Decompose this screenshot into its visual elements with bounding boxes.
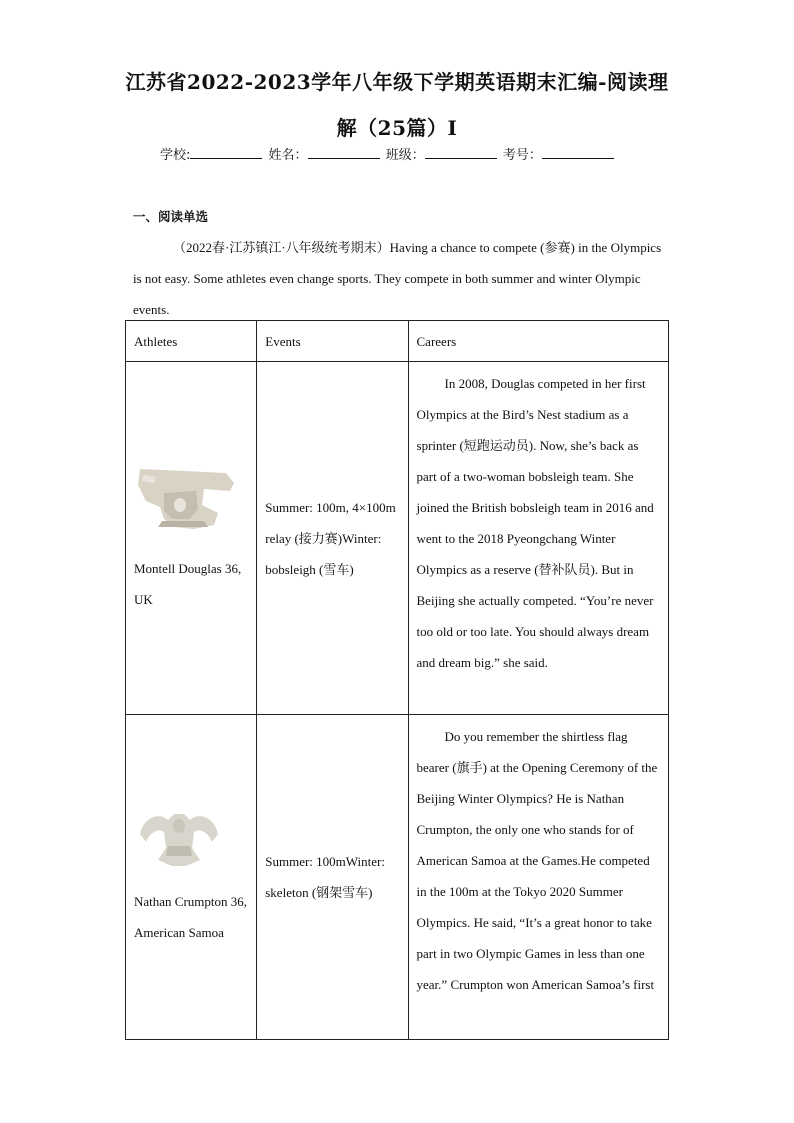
section-title: 一、阅读单选 <box>133 209 209 224</box>
table-header-row <box>126 321 669 362</box>
table-row <box>126 715 669 1040</box>
events-cell: Summer: 100m, 4×100m relay (接力赛)Winter: bobsleigh (雪车) <box>257 362 408 715</box>
athletes-table <box>125 320 669 1040</box>
school-label: 学校: <box>160 148 191 163</box>
class-label: 班级： <box>385 148 425 163</box>
header-events: Events <box>257 321 408 362</box>
athlete-name: Montell Douglas 36, UK <box>134 561 242 607</box>
athlete-cell <box>126 715 257 1040</box>
exam-number-label: 考号： <box>502 148 542 163</box>
career-text: In 2008, Douglas competed in her first Olympics at the Bird’s Nest stadium as a sprinter (短跑运动员). Now, she’s back as part of a two-woman bobsleigh team. She joined the British bobsleigh team in 2016 and went to the 2018 Pyeongchang Winter Olympics as a reserve (替补队员). But in Beijing she actually competed. “You’re never too old or too late. You should always dream and dream big.” she said. <box>416 376 654 670</box>
name-blank <box>308 146 380 159</box>
school-blank <box>190 146 262 159</box>
athlete-name: Nathan Crumpton 36, American Samoa <box>134 894 248 940</box>
header-athletes: Athletes <box>126 321 257 362</box>
header-careers: Careers <box>408 321 668 362</box>
class-blank <box>425 146 497 159</box>
page-title-line2: 解（25篇）Ⅰ <box>336 116 458 140</box>
intro-paragraph <box>133 232 673 325</box>
athlete-cell <box>126 362 257 715</box>
career-cell <box>408 715 668 1040</box>
page-title-line1: 江苏省2022-2023学年八年级下学期英语期末汇编-阅读理 <box>125 70 669 94</box>
flag-bearer-photo <box>134 806 224 872</box>
table-row <box>126 362 669 715</box>
career-text: Do you remember the shirtless flag bearer (旗手) at the Opening Ceremony of the Beijing Winter Olympics? He is Nathan Crumpton, the only one who stands for of American Samoa at the Games.He competed in the 100m at the Tokyo 2020 Summer Olympics. He said, “It’s a great honor to take part in two Olympic Games in less than one year.” Crumpton won American Samoa’s first <box>416 729 658 992</box>
bobsleigh-athlete-photo <box>134 461 238 539</box>
student-info-row <box>160 144 616 163</box>
name-label: 姓名： <box>268 148 308 163</box>
career-cell <box>408 362 668 715</box>
intro-text: （2022春·江苏镇江·八年级统考期末）Having a chance to compete (参赛) in the Olympics is not easy. Some athletes even change sports. They compete in both summer and winter Olympic events. <box>133 240 662 317</box>
exam-number-blank <box>542 146 614 159</box>
events-cell: Summer: 100mWinter: skeleton (钢架雪车) <box>257 715 408 1040</box>
